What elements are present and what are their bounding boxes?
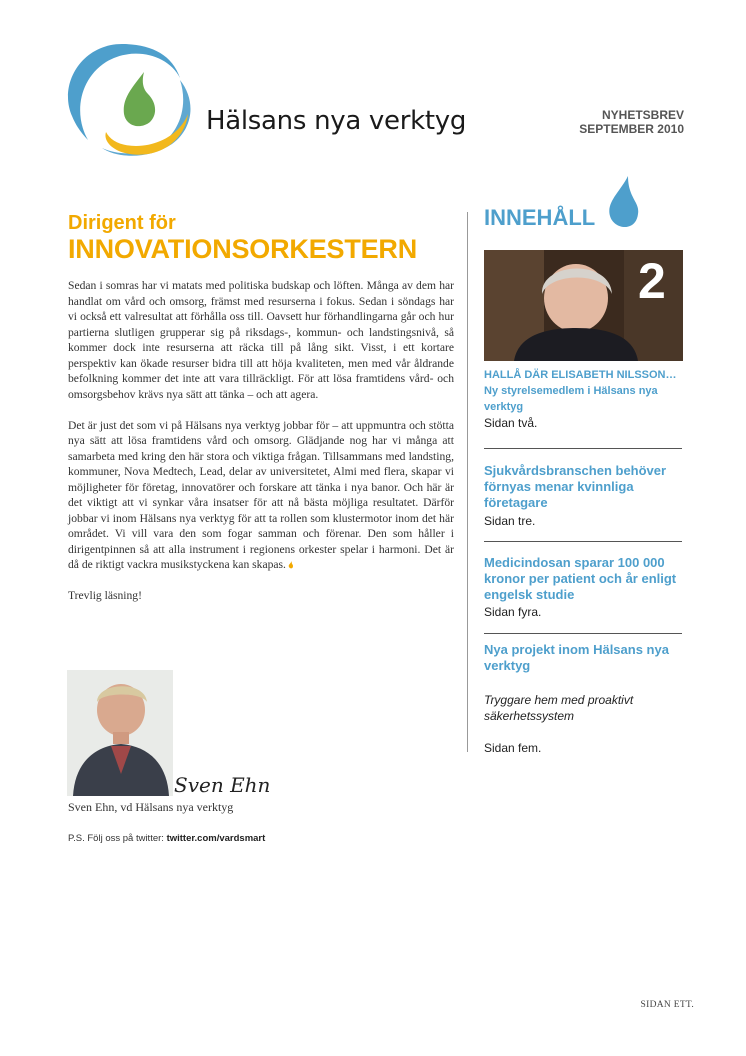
sidebar-item-kicker: HALLÅ DÄR ELISABETH NILSSON… — [484, 369, 677, 381]
sidebar-item-2[interactable]: Sjukvårdsbranschen behöver förnyas menar kvinnliga företagare — [484, 463, 667, 510]
sidebar-item-page: Sidan tre. — [484, 514, 536, 528]
article-headline: INNOVATIONSORKESTERN — [68, 234, 418, 264]
article-paragraph: Sedan i somras har vi matats med politiska budskap och löften. Många av dem har handlat om vård och omsorg, främst med resurserna i fokus. Sedan i söndags har vi också ett valresultat att förhålla oss till. Oavsett hur förhandlingarna går och hur partierna slutligen grupperar sig på riksdags-, kommun- och landstingsnivå, så kommer dock inte resurserna att räcka till på lång sikt. Visst, i ett kortare perspektiv kan ökade resurser bidra till att höja kvaliteten, men med vår åldrande befolkning kommer det inte att vara tillräckligt. För att lösa framtidens vård- och omsorgsbehov krävs nya sätt att tänka – och att agera. — [68, 279, 454, 401]
article-closing: Trevlig läsning! — [68, 589, 142, 602]
sidebar-separator — [484, 541, 682, 542]
article-paragraph — [68, 418, 454, 573]
ps-note — [68, 833, 265, 844]
sidebar-item-subtitle: Tryggare hem med proaktivt säkerhetssystem — [484, 693, 634, 723]
sidebar-title: INNEHÅLL — [484, 205, 596, 230]
sidebar-separator — [484, 633, 682, 634]
signature-text: Sven Ehn — [174, 773, 271, 797]
article-body — [68, 278, 454, 619]
sidebar-item-page: Sidan fem. — [484, 741, 542, 755]
ps-prefix: P.S. Följ oss på twitter: — [68, 833, 167, 844]
issue-date: SEPTEMBER 2010 — [579, 122, 684, 136]
author-portrait — [67, 670, 173, 796]
sidebar-item-page: Sidan fyra. — [484, 605, 542, 619]
article-paragraph-text: Det är just det som vi på Hälsans nya verktyg jobbar för – att uppmuntra och stötta nya sätt att lösa framtidens vård och omsorg. Glädjande nog har vi många att samarbeta med kring den här stora och viktiga frågan. Tillsammans med landsting, kommuner, Nova Medtech, Lead, delar av universitetet, Almi med flera, skapar vi möjligheter för företag, innovatörer och forskare att tänka i nya banor. Och här är det viktigt att vi synkar våra insatser för att nå bästa möjliga resultatet. Därför jobbar vi inom Hälsans nya verktyg för att ta rollen som klustermotor inom det här området. Vi vill vara den som fogar samman och förenar. Den som håller i dirigentpinnen så att alla instrument i regionens orkester spelar i harmoni. Det är då de riktigt vackra musikstyckena kan skapas. — [68, 418, 454, 571]
twitter-link[interactable]: twitter.com/vardsmart — [166, 833, 266, 844]
logo-icon — [62, 36, 198, 160]
issue-label — [579, 108, 684, 136]
page-number-badge: 2 — [638, 253, 666, 309]
drop-icon — [288, 561, 294, 569]
page-footer: SIDAN ETT. — [640, 1000, 694, 1010]
sidebar-item-3[interactable]: Medicindosan sparar 100 000 kronor per patient och år enligt engelsk studie — [484, 555, 677, 602]
sidebar-item-1[interactable] — [484, 367, 684, 415]
sidebar-item-4[interactable]: Nya projekt inom Hälsans nya verktyg — [484, 642, 669, 673]
sidebar-divider — [467, 212, 468, 752]
issue-type: NYHETSBREV — [601, 108, 684, 122]
drop-icon — [606, 176, 640, 230]
sidebar-item-title: Ny styrelsemedlem i Hälsans nya verktyg — [484, 385, 658, 413]
sidebar-item-page: Sidan två. — [484, 416, 538, 430]
article-kicker: Dirigent för — [68, 212, 176, 234]
brand-name: Hälsans nya verktyg — [206, 106, 467, 136]
signature-caption: Sven Ehn, vd Hälsans nya verktyg — [68, 800, 234, 814]
signature-image — [172, 770, 302, 800]
sidebar-separator — [484, 448, 682, 449]
